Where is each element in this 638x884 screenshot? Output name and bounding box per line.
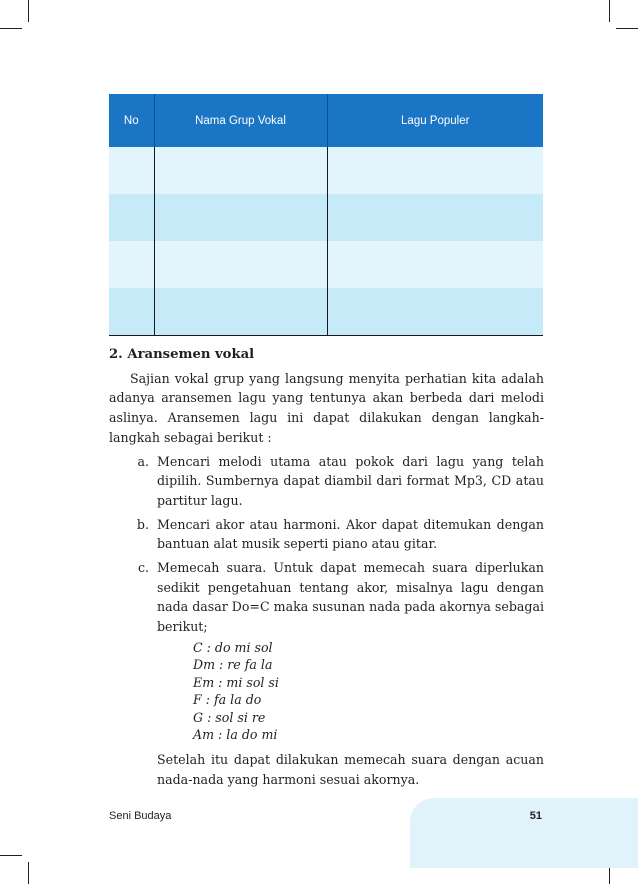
table-cell (327, 241, 543, 288)
header-popular-song: Lagu Populer (327, 94, 543, 147)
chord-line: Am : la do mi (193, 727, 278, 743)
table-row (109, 241, 543, 288)
list-item-text: Mencari akor atau harmoni. Akor dapat ditemukan dengan bantuan alat musik seperti piano atau gitar. (157, 516, 544, 552)
table-cell (154, 194, 327, 241)
chord-list (157, 639, 544, 744)
chord-line: Em : mi sol si (193, 674, 279, 690)
list-item-text: Memecah suara. Untuk dapat memecah suara diperlukan sedikit pengetahuan tentang akor, misalnya lagu dengan nada dasar Do=C maka susunan nada pada akornya sebagai berikut; (157, 560, 544, 635)
crop-mark (0, 28, 22, 29)
list-item (109, 515, 544, 554)
crop-mark (28, 862, 29, 884)
book-title: Seni Budaya (109, 810, 172, 822)
header-no: No (109, 94, 154, 147)
crop-mark (28, 0, 29, 22)
table-cell (109, 147, 154, 194)
table-cell (109, 194, 154, 241)
list-marker: b. (136, 516, 149, 532)
section-heading: 2. Aransemen vokal (109, 347, 255, 362)
table-header-row (109, 94, 543, 147)
closing-paragraph: Setelah itu dapat dilakukan memecah suara dengan acuan nada-nada yang harmoni sesuai akornya. (157, 751, 544, 787)
table-cell (327, 147, 543, 194)
table-row (109, 194, 543, 241)
crop-mark (616, 28, 638, 29)
chord-line: G : sol si re (193, 709, 266, 725)
table-cell (154, 241, 327, 288)
chord-line: Dm : re fa la (193, 657, 273, 673)
list-item (109, 558, 544, 637)
list-marker: a. (137, 453, 149, 469)
table-row (109, 147, 543, 194)
list-item-text: Mencari melodi utama atau pokok dari lagu yang telah dipilih. Sumbernya dapat diambil dari format Mp3, CD atau partitur lagu. (157, 453, 544, 508)
table-row (109, 288, 543, 336)
intro-paragraph: Sajian vokal grup yang langsung menyita perhatian kita adalah adanya aransemen lagu yang tentunya akan berbeda dari melodi aslinya. Aransemen lagu ini dapat dilakukan dengan langkah-langkah sebagai berikut : (109, 370, 544, 445)
table-cell (109, 288, 154, 336)
table-cell (154, 288, 327, 336)
chord-line: C : do mi sol (193, 639, 273, 655)
list-item (109, 452, 544, 511)
page-number: 51 (529, 810, 542, 822)
crop-mark (609, 0, 610, 22)
table-cell (327, 194, 543, 241)
chord-line: F : fa la do (193, 692, 262, 708)
table-cell (327, 288, 543, 336)
header-group-name: Nama Grup Vokal (154, 94, 327, 147)
table-cell (154, 147, 327, 194)
list-marker: c. (137, 560, 149, 576)
crop-mark (0, 855, 22, 856)
vocal-group-table (109, 94, 543, 336)
section-content (109, 345, 544, 789)
footer-tab (410, 798, 638, 868)
table-cell (109, 241, 154, 288)
